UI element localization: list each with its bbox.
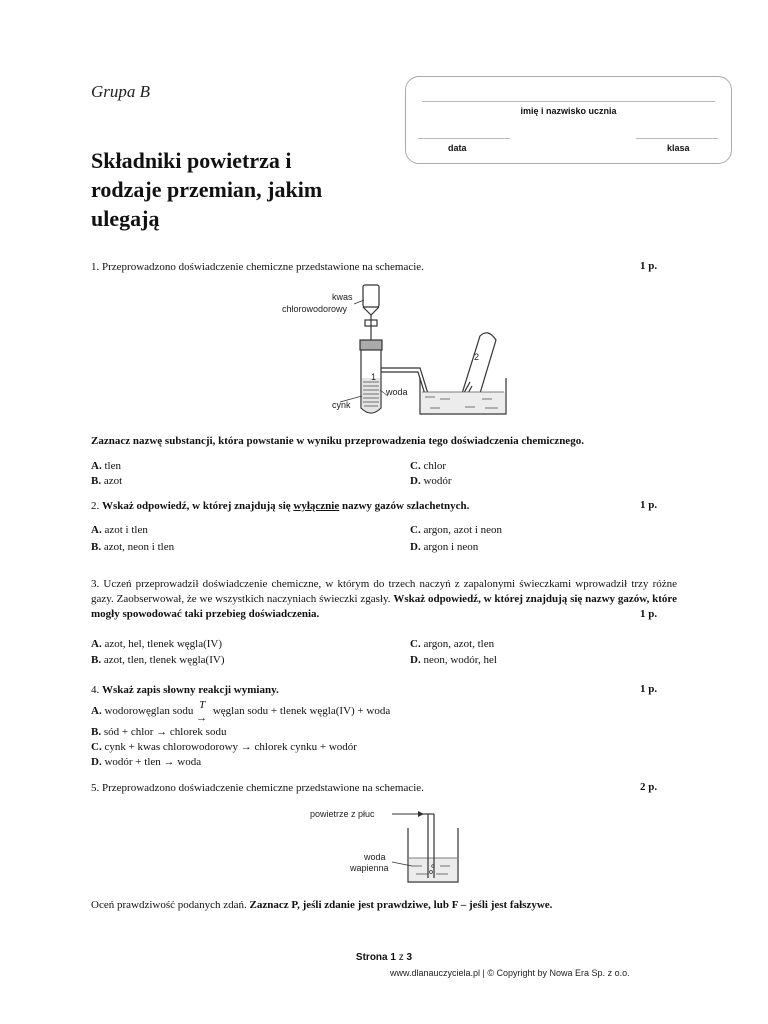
student-info-box	[405, 76, 732, 164]
q1-answer-b[interactable]: B. azot	[91, 475, 123, 487]
q3-answer-b[interactable]: B. azot, tlen, tlenek węgla(IV)	[91, 654, 225, 666]
label-woda-wapienna-1: woda	[364, 852, 386, 862]
q2-text: 2. Wskaż odpowiedź, w której znajdują się wyłącznie nazwy gazów szlachetnych.	[91, 500, 470, 512]
label-cynk: cynk	[332, 400, 351, 410]
label-chlorowodorowy: chlorowodorowy	[282, 304, 348, 314]
name-label: imię i nazwisko ucznia	[520, 106, 617, 116]
date-label: data	[448, 143, 467, 153]
q2-points: 1 p.	[640, 499, 658, 511]
q4-points: 1 p.	[640, 683, 658, 695]
page-number: Strona 1 z 3	[355, 952, 413, 963]
group-label: Grupa B	[91, 82, 151, 101]
page-title: Składniki powietrza i rodzaje przemian, jakim ulegają	[91, 148, 323, 231]
q1-points: 1 p.	[640, 260, 658, 272]
q3-answer-c[interactable]: C. argon, azot, tlen	[410, 638, 495, 650]
q3-answer-a[interactable]: A. azot, hel, tlenek węgla(IV)	[91, 638, 223, 650]
q1-answer-c[interactable]: C. chlor	[410, 460, 447, 472]
q3-points: 1 p.	[640, 608, 658, 620]
q2-answer-b[interactable]: B. azot, neon i tlen	[91, 541, 175, 553]
class-label: klasa	[667, 143, 690, 153]
q5-instruction: Oceń prawdziwość podanych zdań. Zaznacz P, jeśli zdanie jest prawdziwe, lub F – jeśli jest fałszywe.	[91, 899, 553, 911]
label-2: 2	[474, 352, 480, 362]
q2-answer-d[interactable]: D. argon i neon	[410, 541, 479, 553]
q1-instruction: Zaznacz nazwę substancji, która powstanie w wyniku przeprowadzenia tego doświadczenia chemicznego.	[91, 435, 584, 447]
q4-answer-b[interactable]: B. sód + chlor → chlorek sodu	[91, 726, 227, 738]
label-1: 1	[371, 372, 377, 382]
label-woda-wapienna-2: wapienna	[350, 863, 389, 873]
q5-limewater-diagram	[300, 802, 470, 890]
q3-text: 3. Uczeń przeprowadził doświadczenie chemiczne, w którym do trzech naczyń z zapalonymi świeczkami wprowadził trzy różne gazy. Zaobserwował, że we wszystkich naczyniach świeczki zgasły. Wskaż odpowiedź, w której znajdują się nazwy gazów, które mogły spowodować taki przebieg doświadczenia.	[91, 578, 677, 620]
q1-apparatus-diagram	[270, 282, 510, 422]
label-woda: woda	[386, 387, 408, 397]
q3-answer-d[interactable]: D. neon, wodór, hel	[410, 654, 497, 666]
class-line[interactable]	[636, 138, 718, 139]
q4-answer-c[interactable]: C. cynk + kwas chlorowodorowy → chlorek cynku + wodór	[91, 741, 357, 753]
q4-answer-d[interactable]: D. wodór + tlen → woda	[91, 756, 202, 768]
name-line[interactable]	[422, 101, 715, 102]
label-air: powietrze z płuc	[310, 809, 375, 819]
date-line[interactable]	[418, 138, 510, 139]
copyright-footer: www.dlanauczyciela.pl | © Copyright by Nowa Era Sp. z o.o.	[390, 968, 630, 978]
q1-answer-d[interactable]: D. wodór	[410, 475, 452, 487]
q1-answer-a[interactable]: A. tlen	[91, 460, 121, 472]
q4-answer-a[interactable]: A. wodorowęglan sodu T → węglan sodu + tlenek węgla(IV) + woda	[91, 699, 391, 724]
q5-text: 5. Przeprowadzono doświadczenie chemiczne przedstawione na schemacie.	[91, 782, 424, 794]
heat-arrow: T →	[196, 699, 208, 724]
q1-text: 1. Przeprowadzono doświadczenie chemiczne przedstawione na schemacie.	[91, 261, 424, 273]
q2-answer-c[interactable]: C. argon, azot i neon	[410, 524, 503, 536]
q4-text: 4. Wskaż zapis słowny reakcji wymiany.	[91, 684, 279, 696]
q5-points: 2 p.	[640, 781, 658, 793]
label-kwas: kwas	[332, 292, 353, 302]
q2-answer-a[interactable]: A. azot i tlen	[91, 524, 148, 536]
